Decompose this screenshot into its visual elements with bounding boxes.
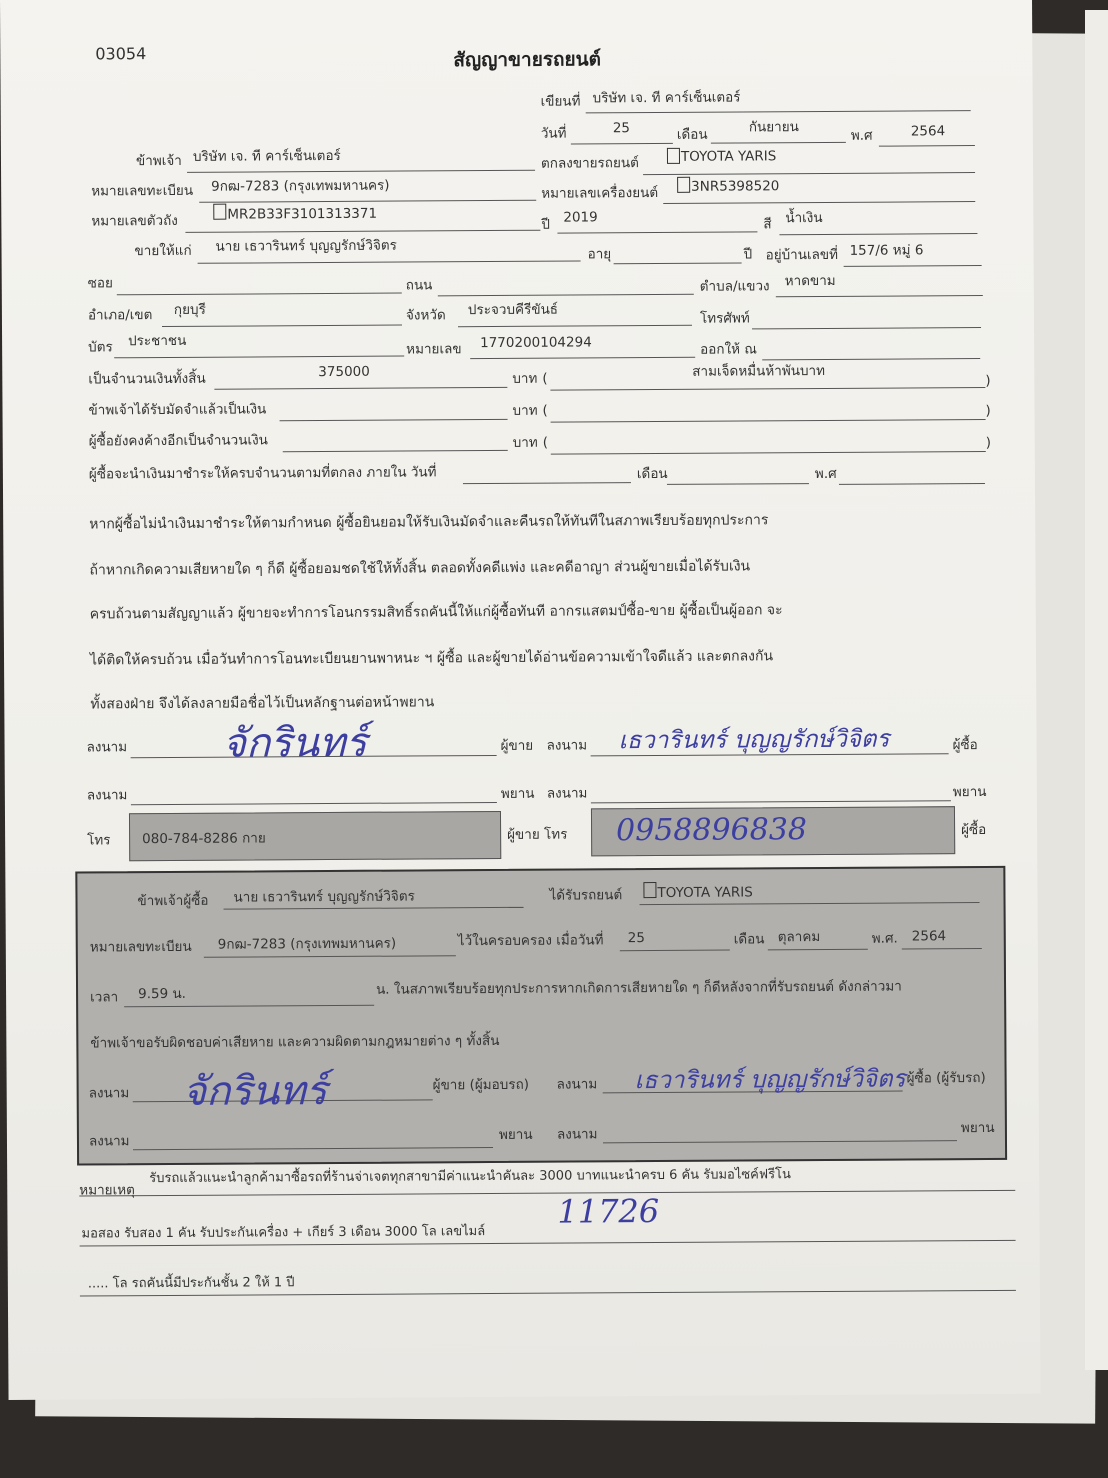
notes-label: หมายเหตุ xyxy=(79,1182,135,1199)
reg-line xyxy=(199,200,536,203)
baht-label: บาท xyxy=(512,402,538,419)
card-type: ประชาชน xyxy=(128,332,187,350)
amphoe-label: อำเภอ/เขต xyxy=(87,307,153,324)
witness2-line xyxy=(591,800,951,803)
receipt-buyer-name: นาย เธวารินทร์ บุญญรักษ์วิจิตร xyxy=(233,888,415,906)
sign-label: ลงนาม xyxy=(546,737,588,754)
seller-signature: จักรินทร์ xyxy=(222,719,368,767)
total-line xyxy=(214,387,507,390)
terms-line: ครบถ้วนตามสัญญาแล้ว ผู้ขายจะทำการโอนกรรมสิทธิ์รถคันนี้ให้แก่ผู้ซื้อทันที อากรแสตมป์ซื้อ-ขาย ผู้ซื้อเป็นผู้ออก จะ xyxy=(89,602,783,623)
month-value: กันยายน xyxy=(748,119,799,136)
receipt-section xyxy=(75,866,1007,1166)
deposit-words-line xyxy=(551,419,986,423)
mileage-value: 11726 xyxy=(557,1191,660,1231)
notes-underline xyxy=(80,1290,1016,1297)
notes-line3: ..... โล รถคันนี้มีประกันชั้น 2 ให้ 1 ปี xyxy=(87,1275,295,1292)
agree-label: ตกลงขายรถยนต์ xyxy=(540,155,639,172)
sign-label: ลงนาม xyxy=(546,785,588,802)
seller-name: บริษัท เจ. ที คาร์เซ็นเตอร์ xyxy=(192,147,341,165)
sign-label: ลงนาม xyxy=(556,1126,598,1143)
buyer-signature: เธวารินทร์ บุญญรักษ์วิจิตร xyxy=(618,724,890,755)
road-line xyxy=(438,294,694,297)
seller-line xyxy=(187,170,535,173)
possess-month: ตุลาคม xyxy=(777,929,821,946)
address-label: อยู่บ้านเลขที่ xyxy=(765,246,839,264)
witness-role: พยาน xyxy=(952,783,987,801)
document-number: 03054 xyxy=(95,44,147,64)
written-at-line xyxy=(586,110,971,113)
day-line xyxy=(571,143,673,145)
province-label: จังหวัด xyxy=(405,307,446,324)
deposit-label: ข้าพเจ้าได้รับมัดจำแล้วเป็นเงิน xyxy=(88,401,267,419)
day-value: 25 xyxy=(612,120,631,137)
terms-line: ถ้าหากเกิดความเสียหายใด ๆ ก็ดี ผู้ซื้อยอมชดใช้ให้ทั้งสิ้น ตลอดทั้งคดีแพ่ง และคดีอาญา ส่วนผู้ขายเมื่อได้รับเงิน xyxy=(89,558,751,579)
date-label: วันที่ xyxy=(540,125,567,142)
time-line xyxy=(124,1005,374,1008)
receipt-buyer-line xyxy=(224,907,524,910)
seller-phone-box xyxy=(129,811,501,861)
witness1-line xyxy=(131,802,497,805)
issued-line xyxy=(762,358,980,360)
seller-label: ข้าพเจ้า xyxy=(135,152,182,170)
buyer-phone: 0958896838 xyxy=(615,812,808,849)
paren-open: ( xyxy=(542,370,548,387)
reg-value: 9กฒ-7283 (กรุงเทพมหานคร) xyxy=(211,177,390,195)
buyer-role: ผู้ซื้อ xyxy=(952,737,978,754)
checkbox-icon xyxy=(643,882,656,898)
adjacent-paper xyxy=(1085,10,1108,1370)
due-day-line xyxy=(463,482,631,484)
paren-open: ( xyxy=(542,402,548,419)
notes-line1: รับรถแล้วแนะนำลูกค้ามาซื้อรถที่ร้านจ่าเจตทุกสาขามีค่าแนะนำคันละ 3000 บาทแนะนำครบ 6 คัน รับมอไซค์ฟรีโน xyxy=(149,1167,791,1187)
deposit-line xyxy=(280,419,508,421)
receipt-witness1-line xyxy=(133,1147,493,1150)
chassis-label: หมายเลขตัวถัง xyxy=(91,212,178,230)
age-unit: ปี xyxy=(743,246,753,263)
receipt-reg: 9กฒ-7283 (กรุงเทพมหานคร) xyxy=(217,935,397,953)
month-label: เดือน xyxy=(676,126,708,143)
possess-day-line xyxy=(620,950,730,952)
receipt-buyer-role: ผู้ซื้อ (ผู้รับรถ) xyxy=(906,1069,986,1087)
terms-line: ทั้งสองฝ่าย จึงได้ลงลายมือชื่อไว้เป็นหลักฐานต่อหน้าพยาน xyxy=(90,694,435,713)
seller-role: ผู้ขาย xyxy=(500,737,534,754)
terms-line: หากผู้ซื้อไม่นำเงินมาชำระให้ตามกำหนด ผู้ซื้อยินยอมให้รับเงินมัดจำและคืนรถให้ทันทีในสภาพเรียบร้อยทุกประการ xyxy=(89,512,769,533)
year-label: พ.ศ xyxy=(850,127,873,144)
road-label: ถนน xyxy=(405,277,433,294)
card-line xyxy=(114,356,404,359)
possess-month-line xyxy=(768,949,868,951)
receipt-reg-line xyxy=(204,955,456,958)
condition-text: น. ในสภาพเรียบร้อยทุกประการหากเกิดการเสียหายใด ๆ ก็ดีหลังจากที่รับรถยนต์ ดังกล่าวมา xyxy=(376,978,902,998)
year-value: 2564 xyxy=(910,123,946,140)
car-model: TOYOTA YARIS xyxy=(680,148,777,165)
witness-role: พยาน xyxy=(500,785,535,802)
checkbox-icon xyxy=(667,148,680,164)
total-label: เป็นจำนวนเงินทั้งสิ้น xyxy=(88,370,206,388)
receipt-buyer-signature: เธวารินทร์ บุญญรักษ์วิจิตร xyxy=(634,1064,906,1095)
possess-year-line xyxy=(902,948,982,949)
buyer-line xyxy=(198,260,581,263)
vehicle-year-line xyxy=(557,231,757,233)
sold-to-label: ขายให้แก่ xyxy=(134,242,192,260)
checkbox-icon xyxy=(213,204,226,220)
id-label: หมายเลข xyxy=(406,341,462,358)
receipt-seller-signature: จักรินทร์ xyxy=(182,1068,328,1115)
remaining-line xyxy=(283,450,508,452)
tambon-label: ตำบล/แขวง xyxy=(699,278,770,295)
remaining-words-line xyxy=(551,451,986,455)
possess-month-label: เดือน xyxy=(733,931,765,948)
amphoe-line xyxy=(162,325,402,327)
amphoe-value: กุยบุรี xyxy=(173,301,206,318)
possess-year: 2564 xyxy=(911,928,947,945)
issued-label: ออกให้ ณ xyxy=(700,341,757,358)
witness-role: พยาน xyxy=(498,1126,533,1143)
id-line xyxy=(470,357,695,359)
sign-label: ลงนาม xyxy=(88,1133,130,1150)
sign-label: ลงนาม xyxy=(556,1076,598,1093)
buyer-role: ผู้ซื้อ xyxy=(961,821,987,839)
age-line xyxy=(614,262,742,264)
possess-label: ไว้ในครอบครอง เมื่อวันที่ xyxy=(457,932,604,950)
tambon-line xyxy=(776,295,983,297)
sign-label: ลงนาม xyxy=(88,1085,130,1102)
received-line xyxy=(640,902,980,905)
due-year-line xyxy=(839,483,985,485)
total-words-line xyxy=(550,387,985,391)
age-label: อายุ xyxy=(587,246,612,263)
sign-label: ลงนาม xyxy=(86,787,128,804)
color-line xyxy=(779,233,977,235)
address-line xyxy=(844,265,982,267)
checkbox-icon xyxy=(677,177,690,193)
engine-line xyxy=(663,201,975,204)
received-car: TOYOTA YARIS xyxy=(657,884,753,902)
tambon-value: หาดขาม xyxy=(784,272,836,290)
chassis-value: MR2B33F3101313371 xyxy=(227,205,378,223)
engine-value: 3NR5398520 xyxy=(691,178,780,195)
baht-label: บาท xyxy=(512,370,538,387)
receipt-seller-role: ผู้ขาย (ผู้มอบรถ) xyxy=(432,1076,530,1094)
total-value: 375000 xyxy=(318,363,370,381)
due-label: ผู้ซื้อจะนำเงินมาชำระให้ครบจำนวนตามที่ตกลง ภายใน วันที่ xyxy=(88,464,437,483)
province-value: ประจวบคีรีขันธ์ xyxy=(467,301,559,319)
phone-label: โทร xyxy=(87,832,111,849)
paren-close: ) xyxy=(985,402,991,419)
paren-close: ) xyxy=(985,372,991,389)
notes-underline xyxy=(79,1190,1015,1197)
soi-label: ซอย xyxy=(87,275,113,292)
color-label: สี xyxy=(763,216,772,233)
seller-phone: 080-784-8286 กาย xyxy=(142,830,266,848)
year-line xyxy=(879,145,975,147)
paren-close: ) xyxy=(985,434,992,451)
written-at-label: เขียนที่ xyxy=(540,93,581,110)
due-month-label: เดือน xyxy=(636,465,668,483)
color-value: น้ำเงิน xyxy=(785,209,823,227)
total-words: สามเจ็ดหมื่นห้าพันบาท xyxy=(692,362,826,380)
chassis-line xyxy=(185,230,540,233)
buyer-phone-box xyxy=(591,806,955,856)
province-line xyxy=(458,325,692,327)
witness-role: พยาน xyxy=(960,1119,995,1137)
possess-year-label: พ.ศ. xyxy=(871,930,898,947)
liability-text: ข้าพเจ้าขอรับผิดชอบค่าเสียหาย และความผิดตามกฎหมายต่าง ๆ ทั้งสิ้น xyxy=(90,1032,500,1052)
reg-label: หมายเลขทะเบียน xyxy=(91,182,194,200)
receipt-witness2-line xyxy=(603,1140,957,1143)
paren-open: ( xyxy=(542,434,549,451)
receipt-reg-label: หมายเลขทะเบียน xyxy=(89,938,192,956)
car-line xyxy=(643,172,975,175)
time-label: เวลา xyxy=(90,989,119,1006)
soi-line xyxy=(117,293,402,296)
sign-label: ลงนาม xyxy=(86,739,128,756)
card-label: บัตร xyxy=(88,339,113,356)
written-at-value: บริษัท เจ. ที คาร์เซ็นเตอร์ xyxy=(592,89,741,107)
notes-line2: มอสอง รับสอง 1 คัน รับประกันเครื่อง + เกียร์ 3 เดือน 3000 โล เลขไมล์ xyxy=(81,1224,486,1242)
baht-label: บาท xyxy=(512,434,538,451)
buyer-name: นาย เธวารินทร์ บุญญรักษ์วิจิตร xyxy=(215,237,397,255)
remaining-label: ผู้ซื้อยังคงค้างอีกเป็นจำนวนเงิน xyxy=(88,432,268,450)
possess-day: 25 xyxy=(627,930,645,947)
due-month-line xyxy=(667,483,809,485)
engine-label: หมายเลขเครื่องยนต์ xyxy=(541,184,659,202)
document-title: สัญญาขายรถยนต์ xyxy=(453,48,602,72)
vehicle-year-label: ปี xyxy=(541,216,551,233)
terms-line: ได้ติดให้ครบถ้วน เมื่อวันทำการโอนทะเบียนยานพาหนะ ฯ ผู้ซื้อ และผู้ขายได้อ่านข้อความเข้าใจดีแล้ว และตกลงกัน xyxy=(89,648,774,669)
id-value: 1770200104294 xyxy=(480,334,592,352)
address-value: 157/6 หมู่ 6 xyxy=(849,242,924,259)
phone-label: โทรศัพท์ xyxy=(699,310,750,327)
due-year-label: พ.ศ xyxy=(814,465,837,483)
month-line xyxy=(711,142,846,144)
phone-line xyxy=(752,327,981,329)
receipt-buyer-label: ข้าพเจ้าผู้ซื้อ xyxy=(137,892,209,910)
received-label: ได้รับรถยนต์ xyxy=(549,887,623,904)
time-value: 9.59 น. xyxy=(138,985,186,1003)
notes-underline xyxy=(80,1240,1016,1247)
vehicle-year-value: 2019 xyxy=(563,209,598,226)
seller-phone-role: ผู้ขาย โทร xyxy=(507,826,568,843)
